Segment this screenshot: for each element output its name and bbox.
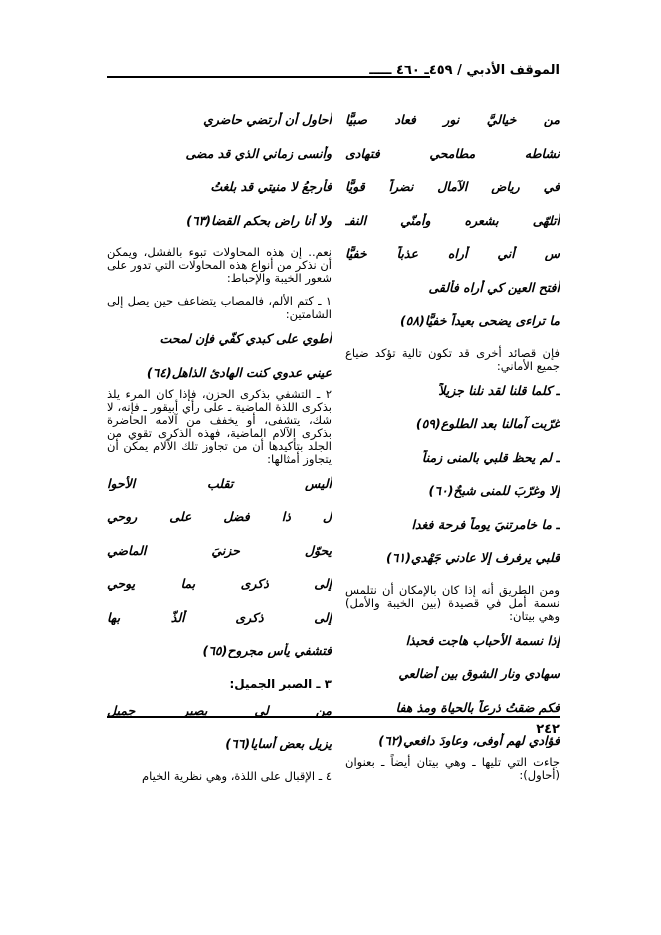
verse-line: في رياض الآمال نضراً قويًّا xyxy=(345,179,560,194)
verse-line: ـ لم يحظ قلبي بالمنى زمناً xyxy=(421,449,560,465)
verse-line: سهادي ونار الشوق بين أضالعي xyxy=(398,666,560,681)
header-rule xyxy=(107,76,430,78)
left-column xyxy=(107,112,332,793)
right-column xyxy=(345,112,560,792)
prose-paragraph: ومن الطريق أنه إذا كان بالإمكان أن نتلمس نسمة أمل في قصيدة (بين الخيبة والأمل) وهي بيتان: xyxy=(345,582,560,623)
verse-line: أليس تقلب الأحوا xyxy=(107,475,332,491)
running-header xyxy=(107,58,560,88)
verse-line: أتلهّى بشعره وأمنّي النفـ xyxy=(345,212,560,228)
verse-line: نشاطه مطامحي فتهادى xyxy=(345,145,560,161)
verse-line: فؤادي لهم أوفى، وعاودَ دافعي(٦٢) xyxy=(378,733,560,748)
verse-line: فكم ضقتُ ذرعاً بالحياة ومذ هفا xyxy=(395,699,560,715)
prose-paragraph: فإن قصائد أخرى قد تكون تالية تؤكد ضياع جميع الأماني: xyxy=(345,345,560,373)
verse-line: ـ كلما قلنا لقد نلنا جزيلاً xyxy=(438,382,560,398)
verse-line: فتشفي يأس مجروح(٦٥) xyxy=(202,643,332,658)
verse-line: يحوّل حزنيَ الماضي xyxy=(107,542,332,558)
verse-line: عيني عدوي كنت الهادئ الذاهل(٦٤) xyxy=(146,364,332,380)
verse-line: من خياليَّ نور فعاد صبيًّا xyxy=(345,112,560,127)
verse-line: إذا نسمة الأحباب هاجت فحبذا xyxy=(405,632,560,648)
prose-paragraph: جاءت التي تليها ـ وهي بيتان أيضاً ـ بعنوان (أحاول): xyxy=(345,755,560,782)
verse-line: إلا وغرّبَ للمنى شبحٌ(٦٠) xyxy=(428,483,560,498)
page-number: ٢٤٢ xyxy=(536,722,560,737)
prose-paragraph: ٤ ـ الإقبال على اللذة، وهي نظرية الخيام xyxy=(141,768,332,783)
verse-line: فأرجعُ لا منيتي قد بلغتُ xyxy=(210,179,332,194)
verse-line: ل ذا فضل على روحي xyxy=(107,509,332,524)
prose-paragraph: نعم.. إن هذه المحاولات تبوء بالفشل، ويمكن أن نذكر من أنواع هذه المحاولات التي تدور على شعور الخيبة والإحباط: xyxy=(107,245,332,285)
verse-line: س أني أراه عذباً خفيًّا xyxy=(345,246,560,261)
verse-line: ما تراءى يضحى بعيداً خفيًّا(٥٨) xyxy=(399,313,560,328)
verse-line: قلبي يرفرف إلا عادني جَهْدي(٦١) xyxy=(386,550,560,565)
verse-line: أطوي على كبدي كفّي فإن لمحت xyxy=(159,331,332,346)
prose-paragraph: ٢ ـ التشفي بذكرى الحزن، فإذا كان المرء يلذ بذكرى اللذة الماضية ـ على رأي أبيقور ـ فإنه، لا شك، يتشفى، أو يخفف من آلامه الحاضرة بذكرى الآلام الماضية، فهذه الذكرى تقوي من الجلد بتأكيدها أن من تجاوز تلك الآلام يمكن أن يتجاوز أمثالها: xyxy=(107,386,332,466)
verse-line: إلى ذكرى ألذّ بها xyxy=(107,609,332,625)
section-heading: ٣ ـ الصبر الجميل: xyxy=(229,676,332,691)
verse-line: أفتح العين كي أراه فألقى xyxy=(428,279,560,295)
prose-paragraph: ١ ـ كتم الألم، فالمصاب يتضاعف حين يصل إلى الشامتين: xyxy=(107,294,332,321)
verse-line: إلى ذكرى بما يوحي xyxy=(107,576,332,591)
verse-line: يزيل بعض أسايا(٦٦) xyxy=(225,736,332,751)
verse-line: ولا أنا راضٍ بحكم القضا(٦٣) xyxy=(186,212,332,228)
verse-line: وأنسى زماني الذي قد مضى xyxy=(185,145,332,161)
verse-line: غرّبت آمالنا بعد الطلوع(٥٩) xyxy=(415,416,560,431)
journal-title: الموقف الأدبي / ٤٥٩ـ ٤٦٠ ـــــ xyxy=(369,63,560,78)
verse-line: من لي بصبر جميلٍ xyxy=(107,702,332,718)
verse-line: أحاول أن أرتضي حاضري xyxy=(203,112,332,127)
footer-rule xyxy=(107,716,560,718)
verse-line: ـ ما خامرتنيَ يوماً فرحة فغدا xyxy=(411,516,560,532)
